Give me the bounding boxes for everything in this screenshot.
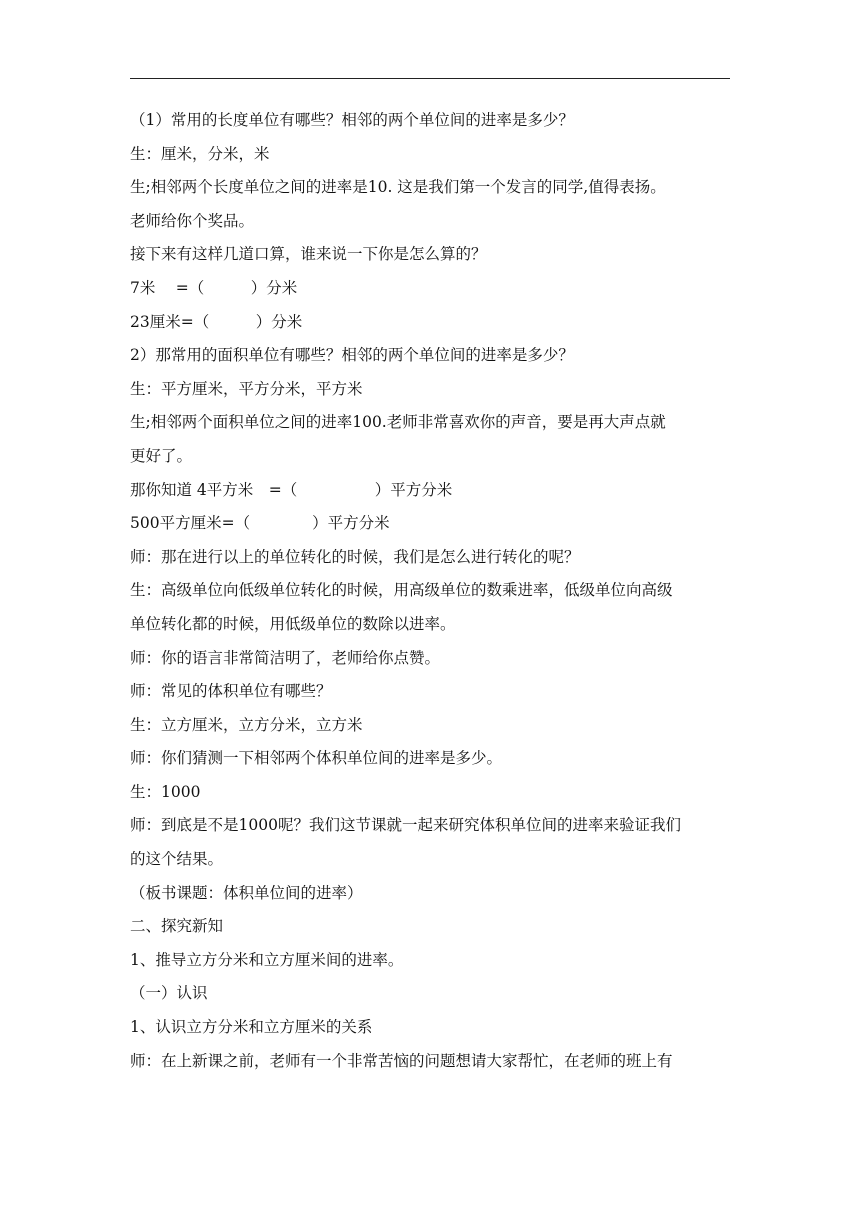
text-line: 更好了。 (130, 446, 193, 465)
text-line: 师：那在进行以上的单位转化的时候，我们是怎么进行转化的呢？ (130, 547, 580, 566)
header-rule (130, 78, 730, 79)
text-line: 师：常见的体积单位有哪些？ (130, 682, 332, 701)
text-line: （1）常用的长度单位有哪些？相邻的两个单位间的进率是多少？ (130, 111, 574, 129)
text-line: 1、认识立方分米和立方厘米的关系 (130, 1018, 373, 1037)
text-line: （一）认识 (130, 984, 208, 1003)
text-line: 的这个结果。 (130, 850, 224, 869)
text-line: 生：平方厘米，平方分米，平方米 (130, 379, 363, 398)
text-line: （板书课题：体积单位间的进率） (130, 883, 363, 902)
text-line: 生：1000 (130, 782, 201, 801)
text-line: 23厘米=（ ）分米 (130, 312, 303, 331)
text-line: 师：到底是不是1000呢？我们这节课就一起来研究体积单位间的进率来验证我们 (130, 816, 681, 835)
text-line: 单位转化都的时候，用低级单位的数除以进率。 (130, 614, 456, 633)
text-line: 生：高级单位向低级单位转化的时候，用高级单位的数乘进率，低级单位向高级 (130, 581, 673, 600)
text-line: 生：厘米，分米，米 (130, 144, 270, 163)
text-line: 1、推导立方分米和立方厘米间的进率。 (130, 950, 404, 969)
text-line: 生：立方厘米，立方分米，立方米 (130, 715, 363, 734)
text-line: 7米 =（ ）分米 (130, 278, 298, 297)
text-line: 500平方厘米=（ ）平方分米 (130, 514, 390, 533)
text-line: 生;相邻两个面积单位之间的进率100.老师非常喜欢你的声音，要是再大声点就 (130, 413, 666, 432)
section-heading: 二、探究新知 (130, 917, 224, 936)
text-line: 老师给你个奖品。 (130, 211, 255, 230)
text-line: 接下来有这样几道口算，谁来说一下你是怎么算的？ (130, 245, 487, 264)
text-line: 师：你们猜测一下相邻两个体积单位间的进率是多少。 (130, 749, 503, 768)
text-line: 师：在上新课之前，老师有一个非常苦恼的问题想请大家帮忙，在老师的班上有 (130, 1051, 673, 1070)
text-line: 师：你的语言非常简洁明了，老师给你点赞。 (130, 648, 441, 667)
text-line: 生;相邻两个长度单位之间的进率是10. 这是我们第一个发言的同学,值得表扬。 (130, 178, 666, 197)
text-line: 2）那常用的面积单位有哪些？相邻的两个单位间的进率是多少？ (130, 346, 574, 365)
document-body (130, 104, 735, 1078)
text-line: 那你知道 4平方米 =（ ）平方分米 (130, 480, 453, 499)
